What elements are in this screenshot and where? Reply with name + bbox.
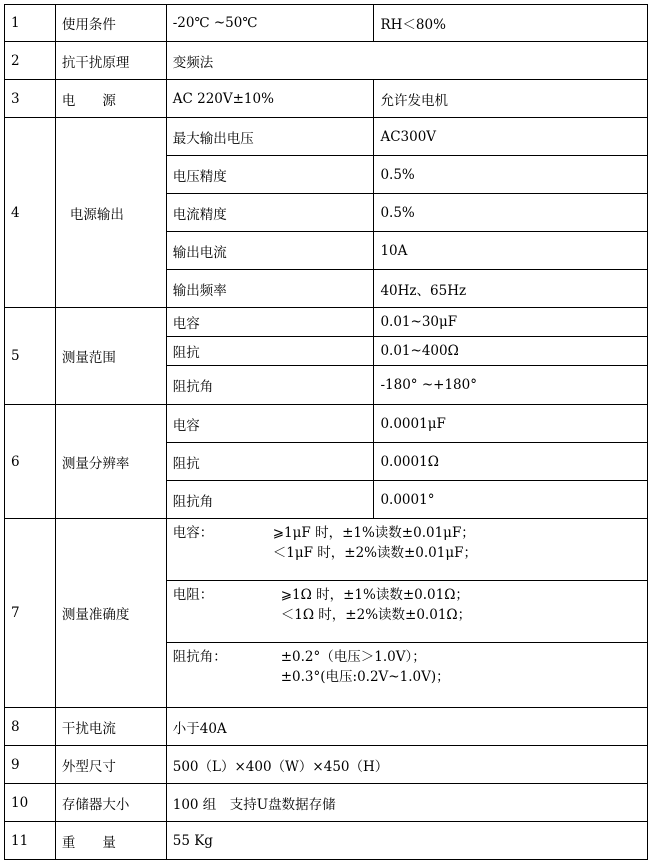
row-name: 测量准确度 xyxy=(55,519,166,708)
row-value: 500（L）×400（W）×450（H） xyxy=(166,746,647,784)
table-row xyxy=(5,405,648,443)
row-number: 11 xyxy=(5,822,56,860)
accuracy-label: 电容： xyxy=(172,525,214,541)
table-row xyxy=(5,5,648,42)
sub-label: 阻抗 xyxy=(166,337,374,366)
row-value: 100 组 支持U盘数据存储 xyxy=(166,784,647,822)
sub-value: 0.0001° xyxy=(374,481,648,519)
row-name: 重 量 xyxy=(55,822,166,860)
sub-label: 最大输出电压 xyxy=(166,118,374,156)
sub-label: 输出电流 xyxy=(166,232,374,270)
row-value: 变频法 xyxy=(166,42,647,80)
sub-value: 40Hz、65Hz xyxy=(374,270,648,308)
sub-label: 电压精度 xyxy=(166,156,374,194)
sub-value: 0.5% xyxy=(374,194,648,232)
table-row xyxy=(5,80,648,118)
sub-label: 阻抗角 xyxy=(166,366,374,405)
row-name: 抗干扰原理 xyxy=(55,42,166,80)
table-row xyxy=(5,42,648,80)
row-value-2: 允许发电机 xyxy=(374,80,648,118)
sub-value: -180° ~+180° xyxy=(374,366,648,405)
accuracy-line: ⩾1μF 时，±1%读数±0.01μF； xyxy=(272,525,475,541)
accuracy-block-resistance xyxy=(166,581,647,643)
accuracy-block-impedance-angle xyxy=(166,643,647,708)
row-name: 电源输出 xyxy=(55,118,166,308)
spec-table xyxy=(4,4,648,860)
row-number: 3 xyxy=(5,80,56,118)
row-value: AC 220V±10% xyxy=(166,80,374,118)
sub-value: 0.5% xyxy=(374,156,648,194)
accuracy-label: 电阻： xyxy=(172,587,214,603)
row-number: 5 xyxy=(5,308,56,405)
row-name: 测量范围 xyxy=(55,308,166,405)
sub-value: 10A xyxy=(374,232,648,270)
table-row xyxy=(5,784,648,822)
row-value: 55 Kg xyxy=(166,822,647,860)
table-row xyxy=(5,822,648,860)
row-number: 4 xyxy=(5,118,56,308)
accuracy-line: ＜1μF 时，±2%读数±0.01μF； xyxy=(272,545,477,561)
sub-value: AC300V xyxy=(374,118,648,156)
row-number: 6 xyxy=(5,405,56,519)
accuracy-block-capacitance xyxy=(166,519,647,581)
sub-value: 0.01~30μF xyxy=(374,308,648,337)
accuracy-label: 阻抗角： xyxy=(172,649,227,665)
row-name: 测量分辨率 xyxy=(55,405,166,519)
row-number: 1 xyxy=(5,5,56,42)
row-number: 7 xyxy=(5,519,56,708)
row-value: 小于40A xyxy=(166,708,647,746)
row-name: 干扰电流 xyxy=(55,708,166,746)
row-name: 存储器大小 xyxy=(55,784,166,822)
sub-label: 电容 xyxy=(166,405,374,443)
row-number: 9 xyxy=(5,746,56,784)
sub-value: 0.0001Ω xyxy=(374,443,648,481)
row-number: 2 xyxy=(5,42,56,80)
row-name: 使用条件 xyxy=(55,5,166,42)
accuracy-line: ±0.3°(电压:0.2V~1.0V)； xyxy=(280,669,450,685)
sub-value: 0.0001μF xyxy=(374,405,648,443)
accuracy-line: ＜1Ω 时，±2%读数±0.01Ω； xyxy=(280,607,472,623)
sub-label: 电流精度 xyxy=(166,194,374,232)
sub-label: 电容 xyxy=(166,308,374,337)
sub-label: 输出频率 xyxy=(166,270,374,308)
table-row xyxy=(5,308,648,337)
sub-value: 0.01~400Ω xyxy=(374,337,648,366)
row-value-2: RH＜80% xyxy=(374,5,648,42)
table-row xyxy=(5,746,648,784)
accuracy-line: ±0.2°（电压＞1.0V）； xyxy=(280,649,426,665)
row-name: 外型尺寸 xyxy=(55,746,166,784)
table-row xyxy=(5,118,648,156)
table-row xyxy=(5,708,648,746)
sub-label: 阻抗 xyxy=(166,443,374,481)
row-value: -20℃ ~50℃ xyxy=(166,5,374,42)
row-number: 8 xyxy=(5,708,56,746)
table-row xyxy=(5,519,648,581)
row-name: 电 源 xyxy=(55,80,166,118)
accuracy-line: ⩾1Ω 时，±1%读数±0.01Ω； xyxy=(280,587,469,603)
row-number: 10 xyxy=(5,784,56,822)
sub-label: 阻抗角 xyxy=(166,481,374,519)
